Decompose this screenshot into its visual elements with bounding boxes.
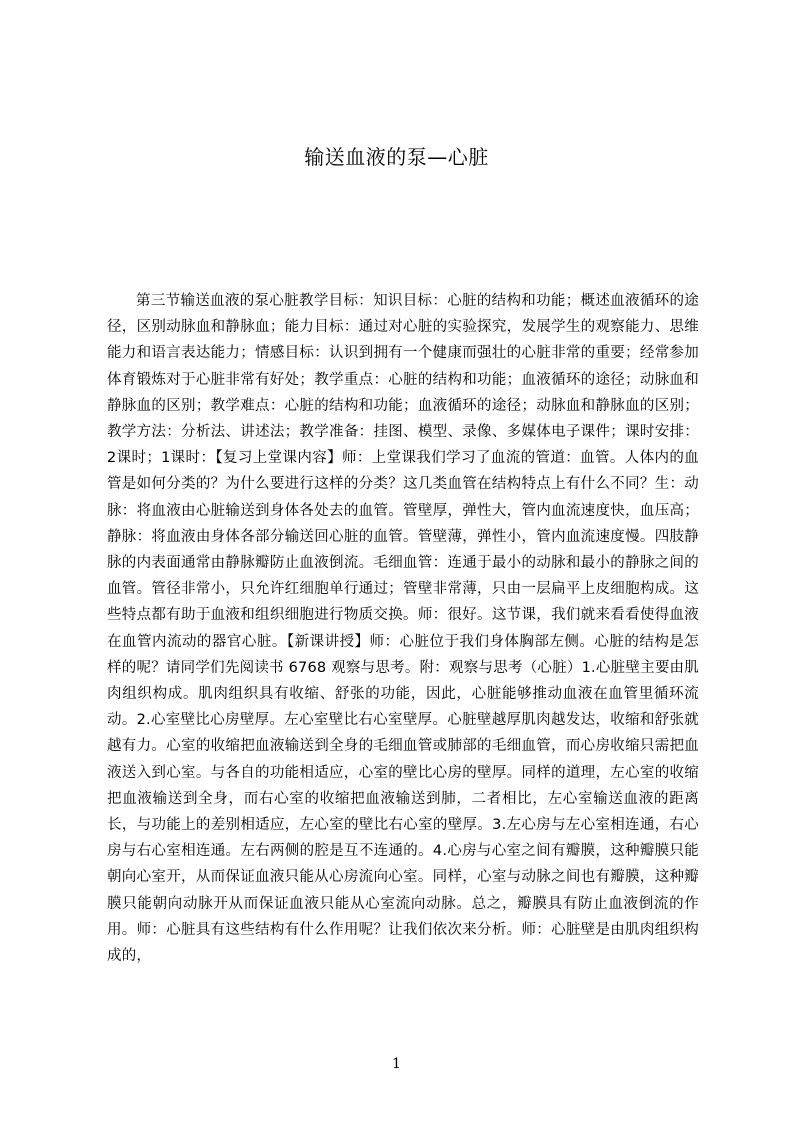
document-body-paragraph: 第三节输送血液的泵心脏教学目标：知识目标：心脏的结构和功能；概述血液循环的途径，区别动脉血和静脉血；能力目标：通过对心脏的实验探究，发展学生的观察能力、思维能力和语言表达能力；情感目标：认识到拥有一个健康而强壮的心脏非常的重要；经常参加体育锻炼对于心脏非常有好处；教学重点：心脏的结构和功能；血液循环的途径；动脉血和静脉血的区别；教学难点：心脏的结构和功能；血液循环的途径；动脉血和静脉血的区别；教学方法：分析法、讲述法；教学准备：挂图、模型、录像、多媒体电子课件；课时安排：2课时；1课时：【复习上堂课内容】师：上堂课我们学习了血流的管道：血管。人体内的血管是如何分类的？为什么要进行这样的分类？这几类血管在结构特点上有什么不同？生：动脉：将血液由心脏输送到身体各处去的血管。管壁厚，弹性大，管内血流速度快，血压高；静脉：将血液由身体各部分输送回心脏的血管。管壁薄，弹性小，管内血流速度慢。四肢静脉的内表面通常由静脉瓣防止血液倒流。毛细血管：连通于最小的动脉和最小的静脉之间的血管。管径非常小，只允许红细胞单行通过；管壁非常薄，只由一层扁平上皮细胞构成。这些特点都有助于血液和组织细胞进行物质交换。师：很好。这节课，我们就来看看使得血液在血管内流动的器官心脏。【新课讲授】师：心脏位于我们身体胸部左侧。心脏的结构是怎样的呢？请同学们先阅读书 6768 观察与思考。附：观察与思考（心脏）1.心脏壁主要由肌肉组织构成。肌肉组织具有收缩、舒张的功能，因此，心脏能够推动血液在血管里循环流动。2.心室壁比心房壁厚。左心室壁比右心室壁厚。心脏壁越厚肌肉越发达，收缩和舒张就越有力。心室的收缩把血液输送到全身的毛细血管或肺部的毛细血管，而心房收缩只需把血液送入到心室。与各自的功能相适应，心室的壁比心房的壁厚。同样的道理，左心室的收缩把血液输送到全身，而右心室的收缩把血液输送到肺，二者相比，左心室输送血液的距离长，与功能上的差别相适应，左心室的壁比右心室的壁厚。3.左心房与左心室相连通，右心房与右心室相连通。左右两侧的腔是互不连通的。4.心房与心室之间有瓣膜，这种瓣膜只能朝向心室开，从而保证血液只能从心房流向心室。同样，心室与动脉之间也有瓣膜，这种瓣膜只能朝向动脉开从而保证血液只能从心室流向动脉。总之，瓣膜具有防止血液倒流的作用。师：心脏具有这些结构有什么作用呢？让我们依次来分析。师：心脏壁是由肌肉组织构成的， <box>107 293 699 965</box>
page-number: 1 <box>392 1056 401 1072</box>
document-title: 输送血液的泵—心脏 <box>304 145 489 169</box>
